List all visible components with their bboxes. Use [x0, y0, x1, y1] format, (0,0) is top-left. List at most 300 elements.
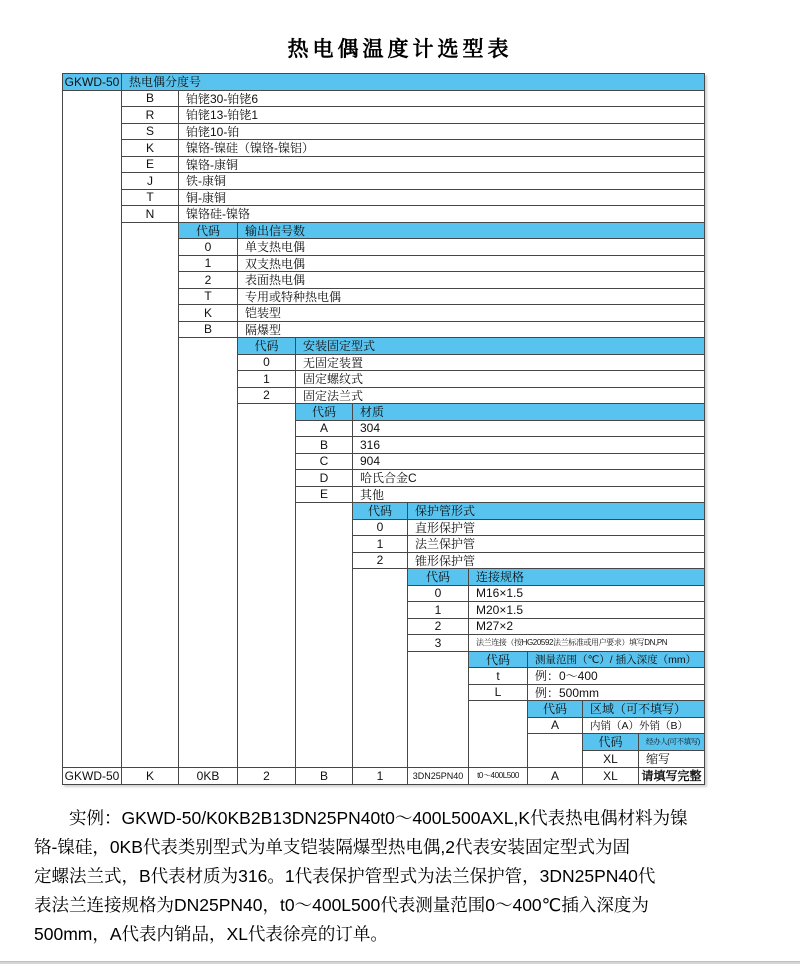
- spacer-cell: [238, 635, 296, 652]
- spacer-cell: [63, 635, 122, 652]
- selector-table: [62, 73, 705, 785]
- desc-cell: M27×2: [469, 619, 704, 636]
- code-cell: S: [122, 124, 179, 141]
- code-cell: K: [122, 140, 179, 157]
- spacer-cell: [296, 619, 353, 636]
- spacer-cell: [63, 239, 122, 256]
- example-cell: GKWD-50: [63, 767, 122, 784]
- spacer-cell: [296, 751, 353, 768]
- spacer-cell: [122, 520, 179, 537]
- table-row: [63, 206, 704, 223]
- desc-cell: M16×1.5: [469, 586, 704, 603]
- code-cell: 2: [179, 272, 238, 289]
- table-row: [63, 536, 704, 553]
- spacer-cell: [238, 668, 296, 685]
- example-cell: A: [528, 767, 583, 784]
- spacer-cell: [63, 503, 122, 520]
- spacer-cell: [179, 437, 238, 454]
- spacer-cell: [179, 355, 238, 372]
- table-row: [63, 322, 704, 339]
- table-row: [63, 107, 704, 124]
- spacer-cell: [179, 718, 238, 735]
- example-cell: B: [296, 767, 353, 784]
- spacer-cell: [179, 652, 238, 669]
- spacer-cell: [353, 602, 408, 619]
- note-paragraph: [34, 804, 774, 949]
- spacer-cell: [122, 437, 179, 454]
- block-header-row: [63, 74, 704, 91]
- table-row: [63, 520, 704, 537]
- spacer-cell: [179, 520, 238, 537]
- desc-cell: 哈氏合金C: [353, 470, 704, 487]
- desc-cell: 双支热电偶: [238, 256, 704, 273]
- spacer-cell: [179, 503, 238, 520]
- spacer-cell: [238, 734, 296, 751]
- spacer-cell: [63, 272, 122, 289]
- example-cell: 1: [353, 767, 408, 784]
- table-row: [63, 602, 704, 619]
- spacer-cell: [179, 701, 238, 718]
- desc-cell: 表面热电偶: [238, 272, 704, 289]
- spacer-cell: [179, 751, 238, 768]
- spacer-cell: [353, 734, 408, 751]
- desc-cell: 304: [353, 421, 704, 438]
- spacer-cell: [296, 503, 353, 520]
- desc-cell: 铂铑13-铂铑1: [179, 107, 704, 124]
- spacer-cell: [179, 388, 238, 405]
- table-row: [63, 718, 704, 735]
- spacer-cell: [63, 91, 122, 108]
- spacer-cell: [296, 602, 353, 619]
- desc-cell: 固定法兰式: [296, 388, 704, 405]
- example-cell: 3DN25PN40: [408, 767, 469, 784]
- spacer-cell: [238, 421, 296, 438]
- spacer-cell: [238, 470, 296, 487]
- desc-cell: 铂铑10-铂: [179, 124, 704, 141]
- spacer-cell: [238, 503, 296, 520]
- code-cell: 1: [408, 602, 469, 619]
- spacer-cell: [238, 751, 296, 768]
- desc-cell: 无固定装置: [296, 355, 704, 372]
- block-header-row: [63, 338, 704, 355]
- spacer-cell: [63, 718, 122, 735]
- spacer-cell: [122, 602, 179, 619]
- code-cell: B: [296, 437, 353, 454]
- note-line: 500mm，A代表内销品，XL代表徐亮的订单。: [34, 924, 388, 944]
- spacer-cell: [122, 421, 179, 438]
- spacer-cell: [122, 487, 179, 504]
- spacer-cell: [238, 553, 296, 570]
- desc-cell: 锥形保护管: [408, 553, 704, 570]
- desc-cell: 专用或特种热电偶: [238, 289, 704, 306]
- spacer-cell: [122, 404, 179, 421]
- spacer-cell: [122, 256, 179, 273]
- code-cell: R: [122, 107, 179, 124]
- spacer-cell: [179, 404, 238, 421]
- spacer-cell: [353, 685, 408, 702]
- code-cell: t: [469, 668, 528, 685]
- spacer-cell: [122, 338, 179, 355]
- code-cell: 3: [408, 635, 469, 652]
- code-cell: N: [122, 206, 179, 223]
- table-row: [63, 140, 704, 157]
- spacer-cell: [122, 734, 179, 751]
- spacer-cell: [63, 734, 122, 751]
- table-row: [63, 586, 704, 603]
- spacer-cell: [63, 520, 122, 537]
- spacer-cell: [238, 701, 296, 718]
- spacer-cell: [63, 553, 122, 570]
- spacer-cell: [122, 668, 179, 685]
- spacer-cell: [122, 272, 179, 289]
- desc-cell: 镍铬硅-镍铬: [179, 206, 704, 223]
- table-row: [63, 91, 704, 108]
- spacer-cell: [122, 322, 179, 339]
- spacer-cell: [179, 619, 238, 636]
- note-line: 实例：GKWD-50/K0KB2B13DN25PN40t0～400L500AXL,K代表热电偶材料为镍: [69, 808, 688, 828]
- spacer-cell: [63, 751, 122, 768]
- example-cell: K: [122, 767, 179, 784]
- code-cell: E: [296, 487, 353, 504]
- spacer-cell: [179, 586, 238, 603]
- desc-cell: 内销（A）外销（B）: [583, 718, 704, 735]
- spacer-cell: [179, 487, 238, 504]
- block-header-row: [63, 569, 704, 586]
- spacer-cell: [179, 569, 238, 586]
- table-row: [63, 124, 704, 141]
- spacer-cell: [122, 355, 179, 372]
- spacer-cell: [296, 586, 353, 603]
- spacer-cell: [408, 734, 469, 751]
- example-cell: 请填写完整: [639, 767, 704, 784]
- block-header-title-cell: 经办人(可不填写): [639, 734, 704, 751]
- spacer-cell: [63, 421, 122, 438]
- spacer-cell: [63, 586, 122, 603]
- spacer-cell: [122, 619, 179, 636]
- spacer-cell: [122, 553, 179, 570]
- spacer-cell: [122, 569, 179, 586]
- note-line: 表法兰连接规格为DN25PN40，t0～400L500代表测量范围0～400℃插入深度为: [34, 895, 649, 915]
- code-cell: 0: [353, 520, 408, 537]
- block-header-code-cell: 代码: [238, 338, 296, 355]
- spacer-cell: [238, 652, 296, 669]
- spacer-cell: [63, 107, 122, 124]
- code-cell: A: [528, 718, 583, 735]
- desc-cell: 镍铬-镍硅（镍铬-镍铝）: [179, 140, 704, 157]
- spacer-cell: [238, 619, 296, 636]
- table-row: [63, 685, 704, 702]
- spacer-cell: [469, 751, 528, 768]
- table-row: [63, 190, 704, 207]
- spacer-cell: [122, 470, 179, 487]
- block-header-code-cell: 代码: [583, 734, 639, 751]
- spacer-cell: [238, 685, 296, 702]
- spacer-cell: [122, 289, 179, 306]
- spacer-cell: [353, 751, 408, 768]
- block-header-code-cell: 代码: [353, 503, 408, 520]
- spacer-cell: [122, 223, 179, 240]
- spacer-cell: [63, 256, 122, 273]
- spacer-cell: [179, 421, 238, 438]
- spacer-cell: [528, 751, 583, 768]
- spacer-cell: [238, 487, 296, 504]
- spacer-cell: [353, 652, 408, 669]
- table-row: [63, 553, 704, 570]
- code-cell: 2: [353, 553, 408, 570]
- desc-cell: 铠装型: [238, 305, 704, 322]
- desc-cell: 固定螺纹式: [296, 371, 704, 388]
- table-row: [63, 272, 704, 289]
- spacer-cell: [63, 619, 122, 636]
- desc-cell: 单支热电偶: [238, 239, 704, 256]
- block-header-code-cell: 代码: [469, 652, 528, 669]
- spacer-cell: [122, 701, 179, 718]
- spacer-cell: [63, 404, 122, 421]
- example-row: [63, 767, 704, 784]
- block-header-title-cell: 区域（可不填写）: [583, 701, 704, 718]
- spacer-cell: [353, 635, 408, 652]
- desc-cell: 直形保护管: [408, 520, 704, 537]
- note-line: 铬-镍硅，0KB代表类别型式为单支铠装隔爆型热电偶,2代表安装固定型式为固: [34, 837, 630, 857]
- code-cell: J: [122, 173, 179, 190]
- spacer-cell: [296, 718, 353, 735]
- block-header-row: [63, 652, 704, 669]
- spacer-cell: [238, 586, 296, 603]
- code-cell: XL: [583, 751, 639, 768]
- spacer-cell: [179, 685, 238, 702]
- spacer-cell: [63, 355, 122, 372]
- spacer-cell: [179, 536, 238, 553]
- block-header-row: [63, 503, 704, 520]
- code-cell: 1: [238, 371, 296, 388]
- spacer-cell: [63, 371, 122, 388]
- code-cell: B: [179, 322, 238, 339]
- code-cell: 2: [408, 619, 469, 636]
- spacer-cell: [238, 569, 296, 586]
- spacer-cell: [63, 140, 122, 157]
- desc-cell: 例：0～400: [528, 668, 704, 685]
- spacer-cell: [63, 157, 122, 174]
- code-cell: L: [469, 685, 528, 702]
- block-header-title-cell: 连接规格: [469, 569, 704, 586]
- table-row: [63, 437, 704, 454]
- desc-cell: 其他: [353, 487, 704, 504]
- spacer-cell: [122, 305, 179, 322]
- block-header-title-cell: 安装固定型式: [296, 338, 704, 355]
- spacer-cell: [122, 586, 179, 603]
- example-cell: 0KB: [179, 767, 238, 784]
- code-cell: K: [179, 305, 238, 322]
- block-header-code-cell: 代码: [528, 701, 583, 718]
- code-cell: 0: [408, 586, 469, 603]
- example-cell: 2: [238, 767, 296, 784]
- block-header-row: [63, 734, 704, 751]
- spacer-cell: [63, 652, 122, 669]
- code-cell: 0: [179, 239, 238, 256]
- spacer-cell: [296, 701, 353, 718]
- desc-cell: 隔爆型: [238, 322, 704, 339]
- spacer-cell: [238, 404, 296, 421]
- spacer-cell: [408, 652, 469, 669]
- desc-cell: 904: [353, 454, 704, 471]
- spacer-cell: [179, 454, 238, 471]
- spacer-cell: [63, 569, 122, 586]
- table-row: [63, 305, 704, 322]
- spacer-cell: [63, 701, 122, 718]
- desc-cell: 法兰连接（按HG20592法兰标准或用户要求）填写DN,PN: [469, 635, 704, 652]
- desc-cell: 法兰保护管: [408, 536, 704, 553]
- spacer-cell: [63, 454, 122, 471]
- spacer-cell: [238, 454, 296, 471]
- model-cell: GKWD-50: [63, 74, 122, 91]
- code-cell: 1: [353, 536, 408, 553]
- spacer-cell: [122, 718, 179, 735]
- spacer-cell: [296, 553, 353, 570]
- spacer-cell: [179, 553, 238, 570]
- table-row: [63, 173, 704, 190]
- spacer-cell: [238, 602, 296, 619]
- block-header-code-cell: 代码: [296, 404, 353, 421]
- spacer-cell: [122, 652, 179, 669]
- spacer-cell: [528, 734, 583, 751]
- spacer-cell: [353, 619, 408, 636]
- spacer-cell: [296, 520, 353, 537]
- spacer-cell: [179, 470, 238, 487]
- spacer-cell: [63, 223, 122, 240]
- table-row: [63, 388, 704, 405]
- spacer-cell: [408, 668, 469, 685]
- table-row: [63, 751, 704, 768]
- spacer-cell: [296, 734, 353, 751]
- table-row: [63, 371, 704, 388]
- spacer-cell: [238, 718, 296, 735]
- spacer-cell: [63, 388, 122, 405]
- spacer-cell: [469, 734, 528, 751]
- desc-cell: 铂铑30-铂铑6: [179, 91, 704, 108]
- spacer-cell: [63, 190, 122, 207]
- page-title: 热电偶温度计选型表: [287, 38, 513, 61]
- block-header-title-cell: 保护管形式: [408, 503, 704, 520]
- spacer-cell: [353, 668, 408, 685]
- block-header-title-cell: 材质: [353, 404, 704, 421]
- spacer-cell: [179, 668, 238, 685]
- table-row: [63, 635, 704, 652]
- table-row: [63, 470, 704, 487]
- block-header-code-cell: 代码: [179, 223, 238, 240]
- desc-cell: 316: [353, 437, 704, 454]
- code-cell: A: [296, 421, 353, 438]
- code-cell: 0: [238, 355, 296, 372]
- spacer-cell: [122, 239, 179, 256]
- block-header-row: [63, 404, 704, 421]
- code-cell: 1: [179, 256, 238, 273]
- spacer-cell: [238, 520, 296, 537]
- spacer-cell: [63, 289, 122, 306]
- spacer-cell: [63, 305, 122, 322]
- table-row: [63, 157, 704, 174]
- spacer-cell: [122, 503, 179, 520]
- table-row: [63, 355, 704, 372]
- spacer-cell: [469, 701, 528, 718]
- example-cell: XL: [583, 767, 639, 784]
- spacer-cell: [353, 701, 408, 718]
- desc-cell: 铜-康铜: [179, 190, 704, 207]
- spacer-cell: [469, 718, 528, 735]
- spacer-cell: [63, 685, 122, 702]
- spacer-cell: [122, 388, 179, 405]
- spacer-cell: [63, 322, 122, 339]
- spacer-cell: [63, 338, 122, 355]
- block-header-title-cell: 输出信号数: [238, 223, 704, 240]
- spacer-cell: [296, 668, 353, 685]
- note-line: 定螺法兰式，B代表材质为316。1代表保护管型式为法兰保护管，3DN25PN40代: [34, 866, 656, 886]
- table-row: [63, 454, 704, 471]
- desc-cell: M20×1.5: [469, 602, 704, 619]
- spacer-cell: [122, 751, 179, 768]
- code-cell: T: [122, 190, 179, 207]
- desc-cell: 镍铬-康铜: [179, 157, 704, 174]
- spacer-cell: [353, 586, 408, 603]
- spacer-cell: [296, 536, 353, 553]
- spacer-cell: [63, 487, 122, 504]
- spacer-cell: [63, 668, 122, 685]
- spacer-cell: [63, 173, 122, 190]
- code-cell: B: [122, 91, 179, 108]
- spacer-cell: [238, 437, 296, 454]
- code-cell: T: [179, 289, 238, 306]
- table-row: [63, 668, 704, 685]
- spacer-cell: [122, 685, 179, 702]
- desc-cell: 铁-康铜: [179, 173, 704, 190]
- desc-cell: 缩写: [646, 752, 671, 767]
- spacer-cell: [408, 718, 469, 735]
- spacer-cell: [179, 734, 238, 751]
- spacer-cell: [179, 371, 238, 388]
- spacer-cell: [408, 701, 469, 718]
- spacer-cell: [63, 124, 122, 141]
- code-cell: E: [122, 157, 179, 174]
- example-cell: t0～400L500: [469, 767, 528, 784]
- spacer-cell: [353, 569, 408, 586]
- table-row: [63, 289, 704, 306]
- block-header-code-cell: 代码: [408, 569, 469, 586]
- code-cell: C: [296, 454, 353, 471]
- spacer-cell: [296, 569, 353, 586]
- table-row: [63, 619, 704, 636]
- code-cell: D: [296, 470, 353, 487]
- spacer-cell: [63, 437, 122, 454]
- spacer-cell: [63, 470, 122, 487]
- spacer-cell: [63, 206, 122, 223]
- spacer-cell: [63, 602, 122, 619]
- spacer-cell: [296, 685, 353, 702]
- table-row: [63, 256, 704, 273]
- spacer-cell: [408, 685, 469, 702]
- spacer-cell: [179, 635, 238, 652]
- spacer-cell: [408, 751, 469, 768]
- spacer-cell: [238, 536, 296, 553]
- spacer-cell: [353, 718, 408, 735]
- bottom-divider: [0, 961, 800, 964]
- table-row: [63, 421, 704, 438]
- spacer-cell: [122, 536, 179, 553]
- table-row: [63, 487, 704, 504]
- table-row: [63, 239, 704, 256]
- spacer-cell: [122, 454, 179, 471]
- spacer-cell: [296, 635, 353, 652]
- spacer-cell: [122, 635, 179, 652]
- spacer-cell: [122, 371, 179, 388]
